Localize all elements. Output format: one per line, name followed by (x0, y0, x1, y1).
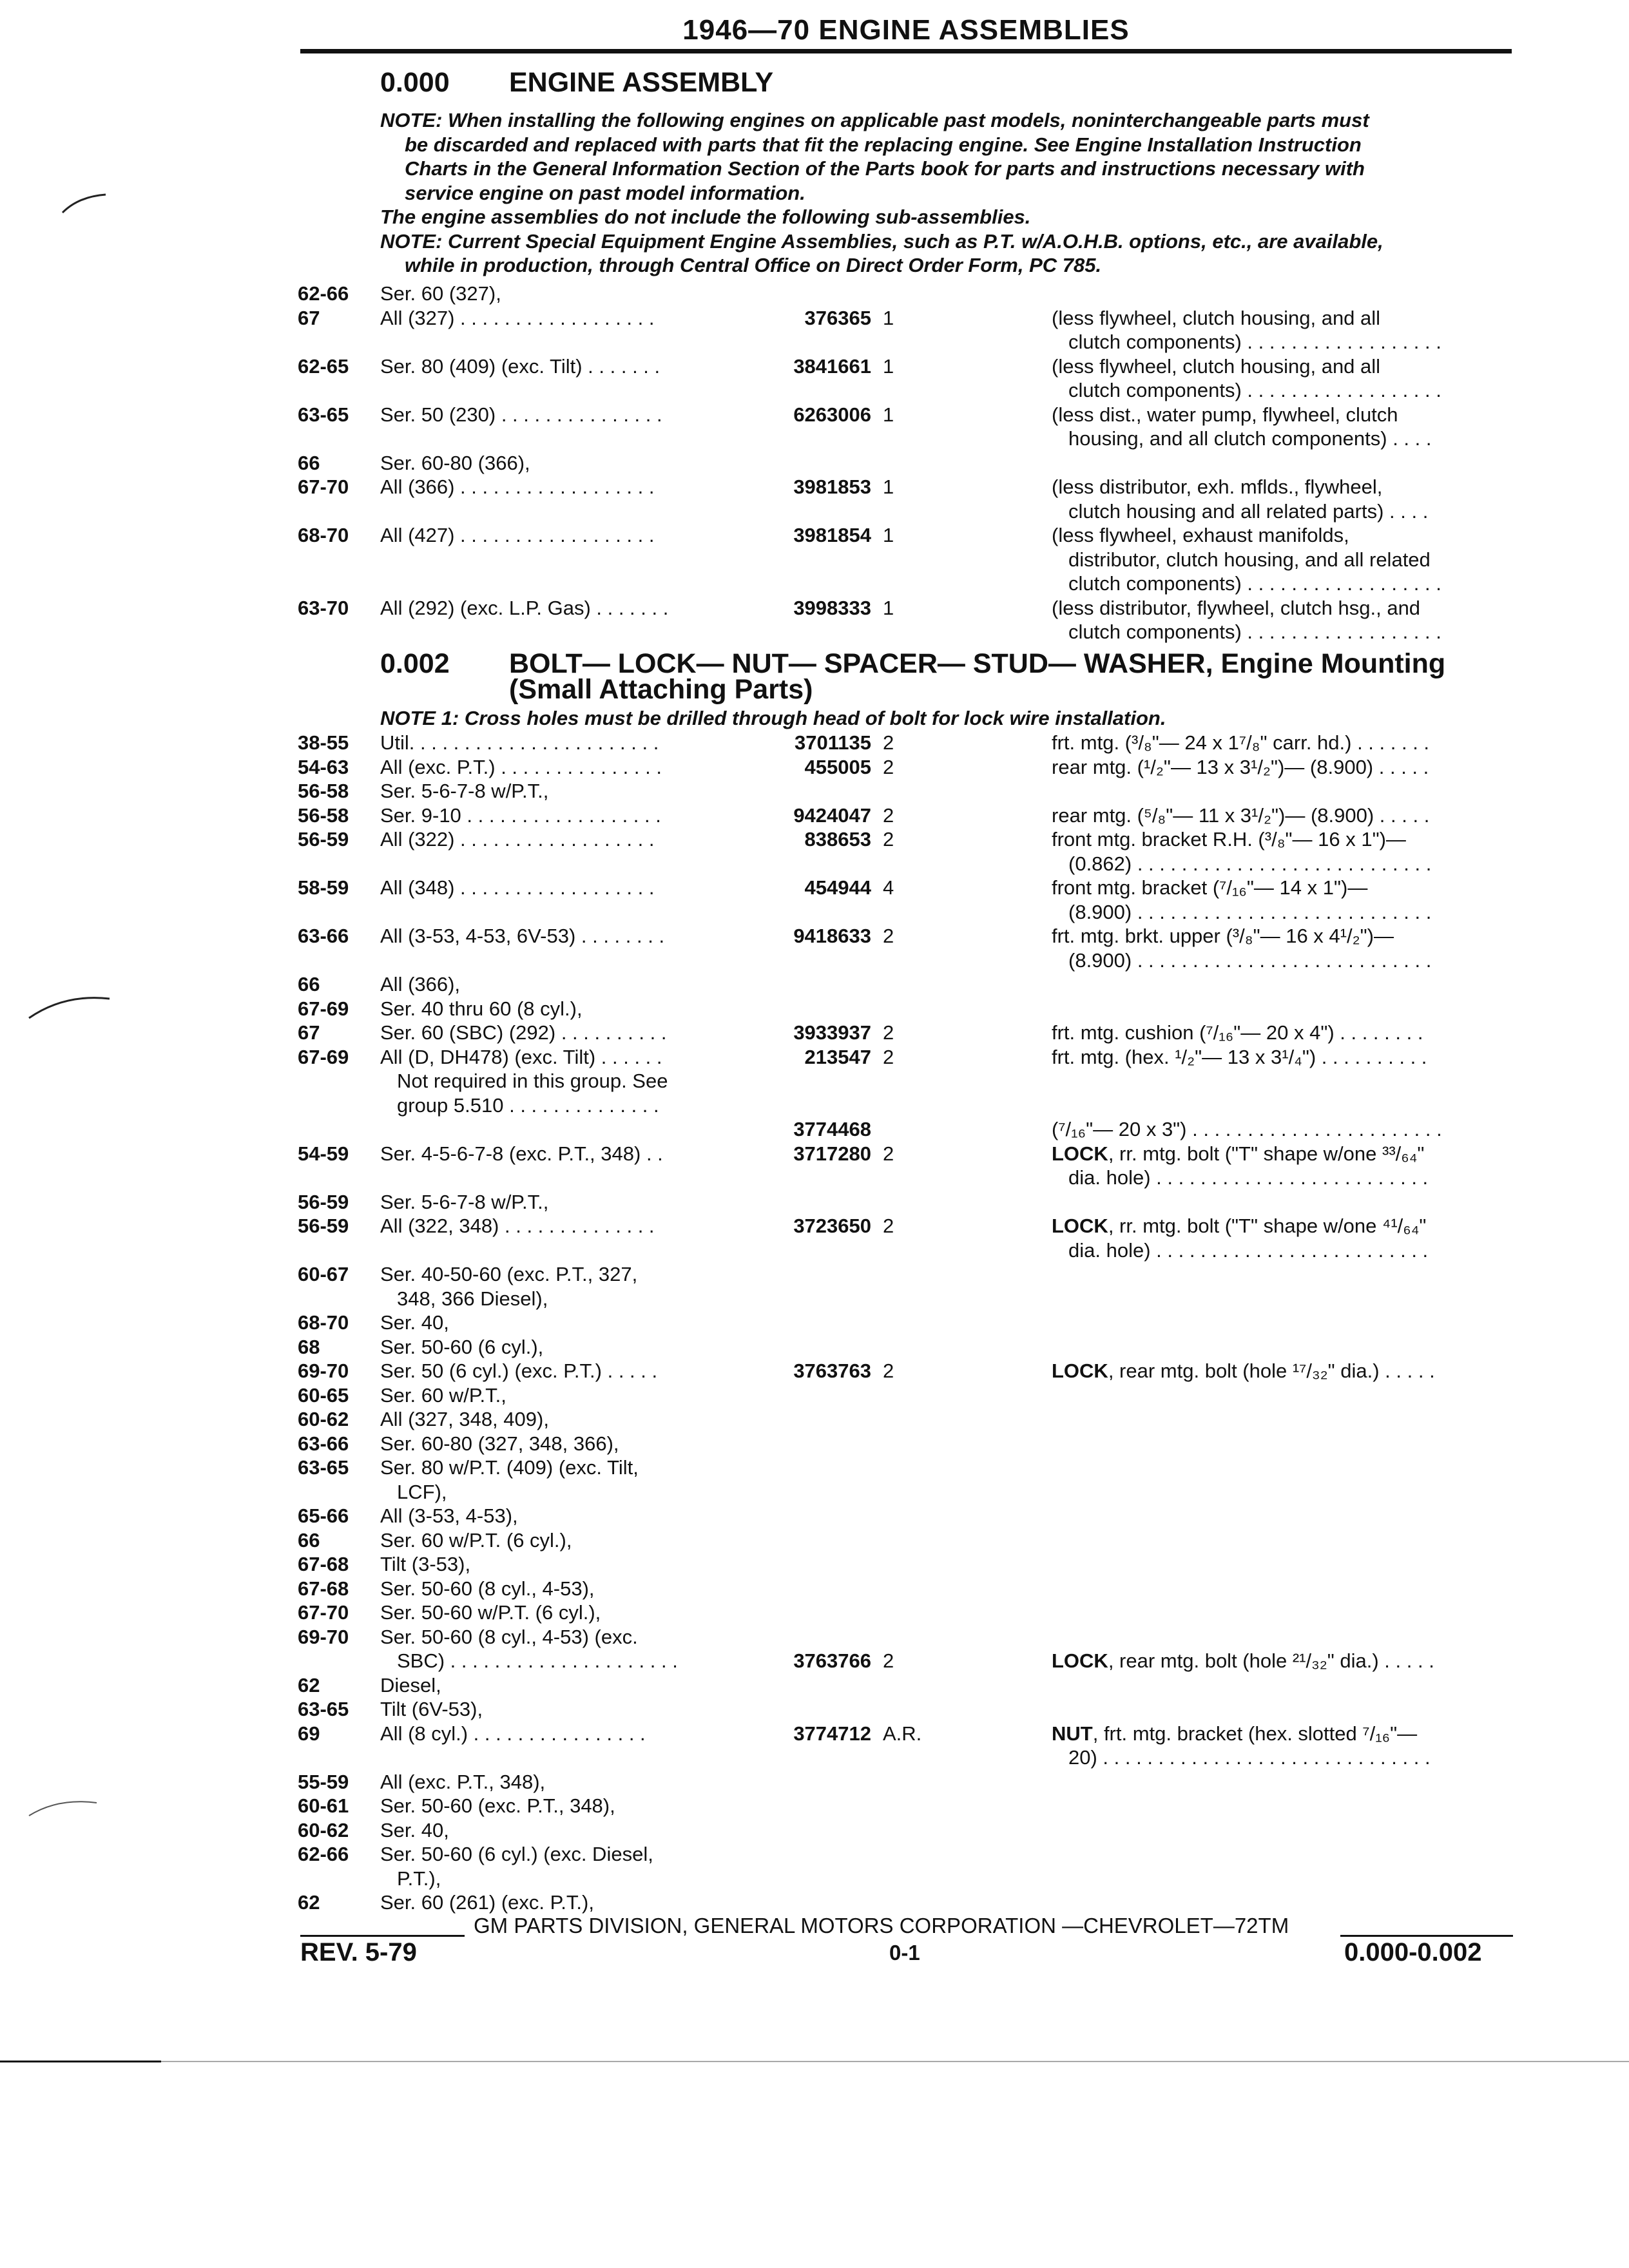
model-years: 54-59 (298, 1142, 349, 1165)
model-years: 68-70 (298, 1311, 349, 1334)
section-title: ENGINE ASSEMBLY (509, 67, 774, 98)
part-number: 3763763 (793, 1360, 871, 1382)
application-line: Ser. 60 w/P.T. (6 cyl.), (380, 1528, 572, 1552)
application-line: 348, 366 Diesel), (397, 1287, 548, 1310)
description-line: clutch components) . . . . . . . . . . . . . . . . . . (1068, 331, 1441, 353)
item-keyword: LOCK (1052, 1142, 1108, 1165)
application (380, 1432, 738, 1456)
note-line: be discarded and replaced with parts that fit the replacing engine. See Engine Installation Instruction (405, 133, 1362, 156)
application (380, 731, 738, 755)
description-line: (less distributor, exh. mflds., flywheel, (1052, 476, 1383, 498)
quantity: 2 (883, 731, 894, 754)
model-years: 62-65 (298, 354, 349, 378)
application (380, 1407, 738, 1432)
application (380, 1456, 738, 1504)
quantity: 2 (883, 828, 894, 850)
model-years: 54-63 (298, 755, 349, 778)
application-line: Ser. 50-60 w/P.T. (6 cyl.), (380, 1601, 601, 1624)
model-years: 62 (298, 1891, 320, 1914)
application (380, 1311, 738, 1335)
application-line: Ser. 80 w/P.T. (409) (exc. Tilt, (380, 1456, 639, 1479)
note-line: NOTE 1: Cross holes must be drilled through head of bolt for lock wire installation. (380, 707, 1166, 729)
item-keyword: NUT (1052, 1722, 1093, 1745)
application-line: All (exc. P.T., 348), (380, 1770, 546, 1793)
application (380, 1818, 738, 1843)
description-line: front mtg. bracket R.H. (³/₈"— 16 x 1")— (1052, 828, 1406, 850)
model-years: 69-70 (298, 1625, 349, 1648)
application-line: All (427) . . . . . . . . . . . . . . . . . . (380, 524, 655, 546)
description-line: (less dist., water pump, flywheel, clutch (1052, 403, 1398, 426)
application-line: Ser. 60 w/P.T., (380, 1383, 506, 1407)
item-keyword: LOCK (1052, 1215, 1108, 1237)
model-years: 63-70 (298, 596, 349, 619)
header-rule (300, 49, 1512, 53)
application (380, 354, 738, 379)
model-years: 66 (298, 451, 320, 474)
description-line: rear mtg. (⁵/₈"— 11 x 3¹/₂")— (8.900) . . . . . (1052, 803, 1430, 827)
application-line: Ser. 40 thru 60 (8 cyl.), (380, 997, 583, 1020)
model-years: 60-61 (298, 1794, 349, 1817)
quantity: 1 (883, 596, 894, 619)
application-line: All (292) (exc. L.P. Gas) . . . . . . . (380, 596, 669, 619)
application-line: All (322) . . . . . . . . . . . . . . . . . . (380, 828, 655, 850)
note-line: NOTE: When installing the following engines on applicable past models, noninterchangeable parts must (380, 109, 1369, 131)
quantity: 2 (883, 755, 894, 778)
model-years: 63-65 (298, 1698, 349, 1720)
quantity: 2 (883, 1215, 894, 1237)
quantity: 2 (883, 1021, 894, 1044)
section-number: 0.002 (380, 648, 450, 679)
application-line: All (366) . . . . . . . . . . . . . . . . . . (380, 476, 655, 498)
quantity: 1 (883, 476, 894, 498)
model-years: 60-62 (298, 1408, 349, 1430)
description (1052, 924, 1496, 972)
scan-edge-line (0, 2061, 1629, 2062)
application (380, 596, 738, 620)
description-line: LOCK, rear mtg. bolt (hole ¹⁷/₃₂" dia.) . . . . . (1052, 1360, 1435, 1382)
model-years: 56-59 (298, 828, 349, 850)
application-line: Ser. 60 (SBC) (292) . . . . . . . . . . (380, 1021, 667, 1044)
description (1052, 1359, 1496, 1383)
application (380, 924, 738, 948)
section-heading-0000 (380, 67, 774, 98)
description-line: (less flywheel, clutch housing, and all (1052, 306, 1381, 329)
quantity: 2 (883, 1649, 894, 1672)
description-line: (less flywheel, exhaust manifolds, (1052, 524, 1349, 546)
part-number: 3774468 (793, 1118, 871, 1140)
description (1052, 306, 1496, 354)
application (380, 282, 738, 306)
application (380, 1021, 738, 1045)
page-number: 0-1 (889, 1941, 920, 1965)
part-number: 3763766 (793, 1649, 871, 1672)
application (380, 306, 738, 331)
description (1052, 596, 1496, 644)
application-line: Ser. 50-60 (6 cyl.) (exc. Diesel, (380, 1843, 653, 1865)
description-line: housing, and all clutch components) . . . . (1068, 427, 1432, 450)
part-number: 454944 (804, 876, 871, 899)
model-years: 60-67 (298, 1263, 349, 1285)
section-title (509, 648, 1605, 705)
pen-mark (59, 187, 111, 219)
application-line: SBC) . . . . . . . . . . . . . . . . . . . . . (397, 1649, 678, 1672)
description (1052, 731, 1496, 755)
application-line: Ser. 50-60 (8 cyl., 4-53), (380, 1577, 595, 1600)
description-line: clutch housing and all related parts) . . . . (1068, 499, 1429, 523)
description (1052, 1649, 1496, 1673)
application (380, 475, 738, 499)
description-line: frt. mtg. (³/₈"— 24 x 1⁷/₈" carr. hd.) . . . . . . . (1052, 731, 1430, 754)
quantity: 1 (883, 524, 894, 546)
description-line: dia. hole) . . . . . . . . . . . . . . . . . . . . . . . . . (1068, 1238, 1429, 1262)
description (1052, 803, 1496, 828)
application-line: Ser. 50 (6 cyl.) (exc. P.T.) . . . . . (380, 1360, 658, 1382)
description (1052, 827, 1496, 876)
pen-mark (26, 1785, 116, 1823)
description (1052, 1142, 1496, 1190)
part-number: 376365 (804, 306, 871, 329)
model-years: 67-68 (298, 1553, 349, 1575)
application-line: Ser. 60-80 (366), (380, 451, 530, 474)
application (380, 1673, 738, 1698)
description-line: frt. mtg. cushion (⁷/₁₆"— 20 x 4") . . . . . . . . (1052, 1021, 1423, 1044)
model-years: 62-66 (298, 282, 349, 305)
description (1052, 1722, 1496, 1770)
application-line: Ser. 60-80 (327, 348, 366), (380, 1432, 619, 1455)
model-years: 67-68 (298, 1577, 349, 1600)
description (1052, 354, 1496, 403)
note-line: NOTE: Current Special Equipment Engine Assemblies, such as P.T. w/A.O.H.B. options, etc., are available, (380, 229, 1383, 253)
model-years: 63-66 (298, 925, 349, 947)
application (380, 1552, 738, 1577)
note-line: while in production, through Central Office on Direct Order Form, PC 785. (405, 254, 1102, 276)
application-line: Tilt (3-53), (380, 1553, 471, 1575)
section-heading-0002 (380, 648, 1446, 705)
application-line: Tilt (6V-53), (380, 1698, 483, 1720)
application (380, 827, 738, 852)
part-number: 213547 (804, 1045, 871, 1068)
quantity: 2 (883, 803, 894, 827)
application (380, 779, 738, 803)
description (1052, 1214, 1496, 1262)
description-line: (0.862) . . . . . . . . . . . . . . . . . . . . . . . . . . . (1068, 852, 1432, 875)
application (380, 1383, 738, 1408)
application-line: Ser. 50-60 (exc. P.T., 348), (380, 1794, 615, 1817)
application (380, 1625, 738, 1673)
part-number: 3701135 (795, 731, 871, 754)
application (380, 1528, 738, 1553)
model-years: 67 (298, 306, 320, 329)
description-line: distributor, clutch housing, and all related (1068, 548, 1431, 571)
model-years: 62-66 (298, 1843, 349, 1865)
application (380, 1770, 738, 1794)
part-number: 3841661 (793, 354, 871, 378)
description (1052, 1045, 1496, 1070)
application (380, 803, 738, 828)
application-line: Ser. 40, (380, 1818, 449, 1841)
model-years: 60-65 (298, 1383, 349, 1407)
footer-rule-right (1340, 1935, 1513, 1937)
model-years: 56-59 (298, 1215, 349, 1237)
application-line: Ser. 50-60 (6 cyl.), (380, 1335, 544, 1358)
application (380, 1504, 738, 1528)
description (1052, 1021, 1496, 1045)
section-number: 0.000 (380, 67, 450, 98)
model-years: 68 (298, 1335, 320, 1358)
model-years: 56-59 (298, 1190, 349, 1213)
application (380, 1214, 738, 1238)
quantity: 2 (883, 1360, 894, 1382)
application-line: Ser. 40-50-60 (exc. P.T., 327, (380, 1263, 638, 1285)
application-line: Ser. 60 (327), (380, 282, 501, 305)
part-number: 9418633 (793, 925, 871, 947)
application-line: Ser. 50 (230) . . . . . . . . . . . . . . . (380, 403, 662, 426)
application (380, 1722, 738, 1746)
application-line: Not required in this group. See (397, 1070, 668, 1092)
application (380, 755, 738, 780)
application (380, 1890, 738, 1915)
part-number: 9424047 (793, 803, 871, 827)
application-line: P.T.), (397, 1867, 441, 1890)
application (380, 403, 738, 427)
item-keyword: LOCK (1052, 1360, 1108, 1382)
description (1052, 876, 1496, 924)
note-line: service engine on past model information. (405, 181, 805, 204)
description-line: clutch components) . . . . . . . . . . . . . . . . . . (1068, 620, 1441, 643)
part-number: 3998333 (793, 596, 871, 619)
part-number: 3774712 (793, 1722, 871, 1745)
application-line: All (322, 348) . . . . . . . . . . . . . . (380, 1215, 655, 1237)
application-line: Ser. 60 (261) (exc. P.T.), (380, 1891, 594, 1914)
part-number: 3723650 (793, 1215, 871, 1237)
model-years: 63-65 (298, 1456, 349, 1479)
description-line: (less distributor, flywheel, clutch hsg., and (1052, 596, 1421, 619)
part-number: 838653 (804, 828, 871, 850)
description-line: (8.900) . . . . . . . . . . . . . . . . . . . . . . . . . . . (1068, 948, 1432, 972)
application-line: Util. . . . . . . . . . . . . . . . . . . . . . . (380, 731, 659, 754)
model-years: 67-70 (298, 476, 349, 498)
description (1052, 403, 1496, 451)
description-line: (less flywheel, clutch housing, and all (1052, 354, 1381, 378)
section-title-line: BOLT— LOCK— NUT— SPACER— STUD— WASHER, Engine Mounting (509, 648, 1446, 679)
note-line: Charts in the General Information Section of the Parts book for parts and instructions necessary with (405, 157, 1365, 180)
part-number: 3981853 (793, 476, 871, 498)
description-line: dia. hole) . . . . . . . . . . . . . . . . . . . . . . . . . (1068, 1166, 1429, 1189)
application-line: group 5.510 . . . . . . . . . . . . . . (397, 1093, 659, 1117)
application (380, 1045, 738, 1118)
application-line: All (exc. P.T.) . . . . . . . . . . . . . . . (380, 755, 662, 778)
model-years: 38-55 (298, 731, 349, 754)
application (380, 997, 738, 1021)
application (380, 523, 738, 548)
model-years: 65-66 (298, 1504, 349, 1527)
model-years: 62 (298, 1673, 320, 1696)
model-years: 68-70 (298, 524, 349, 546)
application (380, 1842, 738, 1890)
description-line: 20) . . . . . . . . . . . . . . . . . . . . . . . . . . . . . . (1068, 1746, 1431, 1769)
application (380, 1190, 738, 1215)
model-years: 66 (298, 973, 320, 995)
description (1052, 755, 1496, 780)
application (380, 1142, 738, 1166)
application-line: Ser. 4-5-6-7-8 (exc. P.T., 348) . . (380, 1142, 663, 1165)
quantity: 1 (883, 306, 894, 329)
quantity: 2 (883, 925, 894, 947)
application-line: All (327) . . . . . . . . . . . . . . . . . . (380, 306, 655, 329)
part-number: 6263006 (793, 403, 871, 426)
page-header-title: 1946—70 ENGINE ASSEMBLIES (682, 14, 1130, 46)
application-line: All (D, DH478) (exc. Tilt) . . . . . . (380, 1045, 662, 1068)
application (380, 876, 738, 900)
description (1052, 523, 1496, 596)
quantity: 1 (883, 354, 894, 378)
model-years: 58-59 (298, 876, 349, 899)
application (380, 451, 738, 476)
model-years: 55-59 (298, 1770, 349, 1793)
model-years: 60-62 (298, 1818, 349, 1841)
model-years: 69 (298, 1722, 320, 1745)
description (1052, 1117, 1496, 1142)
part-number: 3717280 (793, 1142, 871, 1165)
part-number: 455005 (804, 755, 871, 778)
application-line: All (366), (380, 973, 461, 995)
description-line: clutch components) . . . . . . . . . . . . . . . . . . (1068, 379, 1441, 401)
description-line: LOCK, rr. mtg. bolt ("T" shape w/one ⁴¹/₆₄" (1052, 1215, 1427, 1237)
item-keyword: LOCK (1052, 1649, 1108, 1672)
model-years: 67 (298, 1021, 320, 1044)
quantity: 1 (883, 403, 894, 426)
pen-mark (26, 986, 116, 1024)
model-years: 67-69 (298, 997, 349, 1020)
note-engine-install (380, 108, 1514, 278)
application-line: Ser. 5-6-7-8 w/P.T., (380, 780, 549, 802)
model-years: 66 (298, 1528, 320, 1552)
quantity: 2 (883, 1045, 894, 1068)
description-line: front mtg. bracket (⁷/₁₆"— 14 x 1")— (1052, 876, 1368, 899)
description (1052, 475, 1496, 523)
application-line: LCF), (397, 1480, 447, 1503)
application (380, 1262, 738, 1311)
application (380, 1697, 738, 1722)
section-title-line: (Small Attaching Parts) (509, 674, 813, 705)
description-line: frt. mtg. (hex. ¹/₂"— 13 x 3¹/₄") . . . . . . . . . . (1052, 1045, 1427, 1068)
quantity: A.R. (883, 1722, 922, 1745)
application (380, 1794, 738, 1818)
part-number: 3933937 (793, 1021, 871, 1044)
model-years: 63-66 (298, 1432, 349, 1455)
description-line: clutch components) . . . . . . . . . . . . . . . . . . (1068, 572, 1441, 595)
application (380, 1577, 738, 1601)
description-line: NUT, frt. mtg. bracket (hex. slotted ⁷/₁₆"— (1052, 1722, 1418, 1745)
application-line: Ser. 40, (380, 1311, 449, 1334)
application-line: Ser. 50-60 (8 cyl., 4-53) (exc. (380, 1625, 638, 1648)
quantity: 2 (883, 1142, 894, 1165)
model-years: 69-70 (298, 1360, 349, 1382)
section-range: 0.000-0.002 (1344, 1938, 1482, 1966)
model-years: 67-70 (298, 1601, 349, 1624)
application-line: Ser. 80 (409) (exc. Tilt) . . . . . . . (380, 354, 660, 378)
description-line: rear mtg. (¹/₂"— 13 x 3¹/₂")— (8.900) . . . . . (1052, 755, 1429, 778)
model-years: 67-69 (298, 1045, 349, 1068)
description-line: (8.900) . . . . . . . . . . . . . . . . . . . . . . . . . . . (1068, 900, 1432, 923)
model-years: 56-58 (298, 780, 349, 802)
application (380, 1335, 738, 1360)
application-line: All (327, 348, 409), (380, 1408, 549, 1430)
footer-publisher: GM PARTS DIVISION, GENERAL MOTORS CORPORATION —CHEVROLET—72TM (474, 1914, 1289, 1937)
part-number: 3981854 (793, 524, 871, 546)
description-line: LOCK, rear mtg. bolt (hole ²¹/₃₂" dia.) . . . . . (1052, 1649, 1434, 1672)
quantity: 4 (883, 876, 894, 899)
description-line: LOCK, rr. mtg. bolt ("T" shape w/one ³³/₆₄" (1052, 1142, 1425, 1165)
description-line: (⁷/₁₆"— 20 x 3") . . . . . . . . . . . . . . . . . . . . . . . (1052, 1118, 1442, 1140)
note-cross-holes (380, 706, 1514, 731)
application-line: All (348) . . . . . . . . . . . . . . . . . . (380, 876, 655, 899)
application-line: All (8 cyl.) . . . . . . . . . . . . . . . . (380, 1722, 646, 1745)
description-line: frt. mtg. brkt. upper (³/₈"— 16 x 4¹/₂")— (1052, 925, 1394, 947)
application (380, 1600, 738, 1625)
footer-rule-left (300, 1935, 465, 1937)
model-years: 63-65 (298, 403, 349, 426)
application-line: All (3-53, 4-53, 6V-53) . . . . . . . . (380, 925, 665, 947)
note-line: The engine assemblies do not include the following sub-assemblies. (380, 206, 1031, 228)
revision-date: REV. 5-79 (300, 1938, 417, 1966)
application-line: Diesel, (380, 1673, 441, 1696)
application-line: Ser. 5-6-7-8 w/P.T., (380, 1190, 549, 1213)
application-line: Ser. 9-10 . . . . . . . . . . . . . . . . . . (380, 803, 661, 827)
application (380, 1359, 738, 1383)
model-years: 56-58 (298, 803, 349, 827)
application-line: All (3-53, 4-53), (380, 1504, 518, 1527)
application (380, 972, 738, 997)
